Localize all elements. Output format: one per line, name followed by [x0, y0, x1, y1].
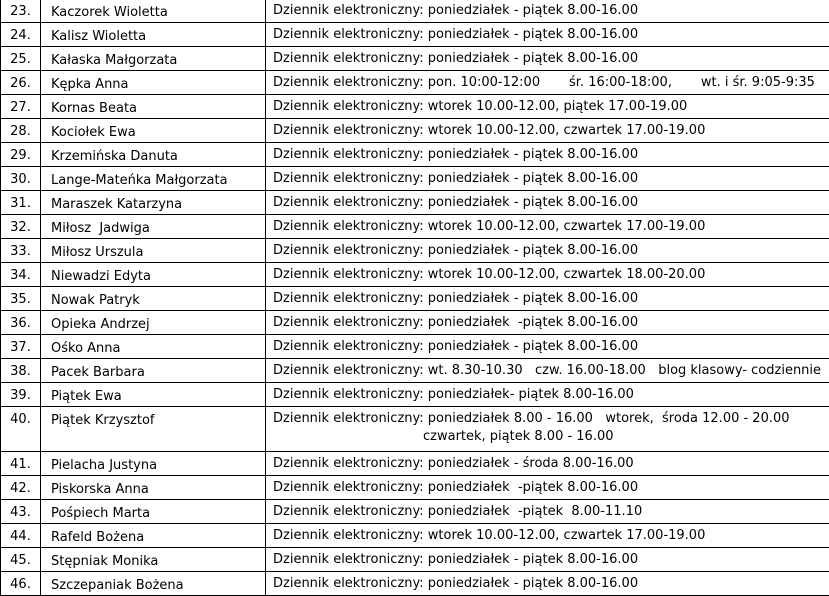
table-row — [1, 143, 829, 167]
teacher-name: Lange-Mateńka Małgorzata — [41, 167, 266, 191]
contact-hours — [266, 167, 829, 191]
row-number: 42. — [1, 476, 41, 500]
contact-hours — [266, 383, 829, 407]
table-row — [1, 335, 829, 359]
teacher-name: Miłosz Jadwiga — [41, 215, 266, 239]
teacher-name: Rafeld Bożena — [41, 524, 266, 548]
contact-hours — [266, 452, 829, 476]
table-row — [1, 239, 829, 263]
contact-hours-text: Dziennik elektroniczny: poniedziałek - piątek 8.00-16.00 — [273, 27, 638, 42]
contact-hours — [266, 71, 829, 95]
teacher-name: Szczepaniak Bożena — [41, 572, 266, 596]
table-row — [1, 572, 829, 596]
teacher-name: Kępka Anna — [41, 71, 266, 95]
row-number: 37. — [1, 335, 41, 359]
teacher-name: Stępniak Monika — [41, 548, 266, 572]
row-number: 43. — [1, 500, 41, 524]
teacher-name: Kaczorek Wioletta — [41, 0, 266, 23]
teacher-name: Kornas Beata — [41, 95, 266, 119]
table-body — [1, 0, 829, 596]
contact-hours — [266, 23, 829, 47]
contact-hours-text: Dziennik elektroniczny: poniedziałek - środa 8.00-16.00 — [273, 456, 634, 471]
row-number: 25. — [1, 47, 41, 71]
row-number: 26. — [1, 71, 41, 95]
contact-hours-text: Dziennik elektroniczny: poniedziałek - piątek 8.00-16.00 — [273, 291, 638, 306]
contact-hours-text: Dziennik elektroniczny: wtorek 10.00-12.00, czwartek 17.00-19.00 — [273, 219, 705, 234]
contact-hours — [266, 143, 829, 167]
teacher-name: Opieka Andrzej — [41, 311, 266, 335]
contact-hours — [266, 572, 829, 596]
teacher-name: Pacek Barbara — [41, 359, 266, 383]
teacher-name: Niewadzi Edyta — [41, 263, 266, 287]
table-row — [1, 95, 829, 119]
contact-hours-text: Dziennik elektroniczny: poniedziałek - piątek 8.00-16.00 — [273, 552, 638, 567]
contact-hours-text: Dziennik elektroniczny: poniedziałek -piątek 8.00-16.00 — [273, 480, 638, 495]
contact-hours-text: Dziennik elektroniczny: poniedziałek- piątek 8.00-16.00 — [273, 387, 634, 402]
teacher-name: Pielacha Justyna — [41, 452, 266, 476]
table-row — [1, 23, 829, 47]
table-row — [1, 548, 829, 572]
row-number: 44. — [1, 524, 41, 548]
table-row — [1, 215, 829, 239]
row-number: 33. — [1, 239, 41, 263]
table-row — [1, 359, 829, 383]
teacher-name: Nowak Patryk — [41, 287, 266, 311]
row-number: 36. — [1, 311, 41, 335]
contact-hours-text: Dziennik elektroniczny: poniedziałek - piątek 8.00-16.00 — [273, 171, 638, 186]
row-number: 46. — [1, 572, 41, 596]
contact-hours-text: Dziennik elektroniczny: poniedziałek - piątek 8.00-16.00 — [273, 339, 638, 354]
teacher-name: Piątek Krzysztof — [41, 407, 266, 452]
teacher-name: Piskorska Anna — [41, 476, 266, 500]
teacher-name: Maraszek Katarzyna — [41, 191, 266, 215]
contact-hours-text-line2: czwartek, piątek 8.00 - 16.00 — [273, 428, 829, 446]
contact-hours — [266, 239, 829, 263]
table-row — [1, 191, 829, 215]
contact-hours — [266, 119, 829, 143]
row-number: 24. — [1, 23, 41, 47]
teacher-name: Piątek Ewa — [41, 383, 266, 407]
teacher-name: Miłosz Urszula — [41, 239, 266, 263]
row-number: 34. — [1, 263, 41, 287]
row-number: 39. — [1, 383, 41, 407]
table-row — [1, 476, 829, 500]
teacher-name: Kałaska Małgorzata — [41, 47, 266, 71]
teacher-name: Ośko Anna — [41, 335, 266, 359]
contact-hours — [266, 548, 829, 572]
contact-hours — [266, 476, 829, 500]
contact-hours-text: Dziennik elektroniczny: wtorek 10.00-12.00, piątek 17.00-19.00 — [273, 99, 687, 114]
contact-hours — [266, 359, 829, 383]
contact-hours — [266, 95, 829, 119]
contact-hours — [266, 47, 829, 71]
teacher-name: Krzemińska Danuta — [41, 143, 266, 167]
contact-hours — [266, 500, 829, 524]
teacher-name: Kalisz Wioletta — [41, 23, 266, 47]
contact-hours-text: Dziennik elektroniczny: poniedziałek -piątek 8.00-16.00 — [273, 315, 638, 330]
table-row — [1, 452, 829, 476]
row-number: 28. — [1, 119, 41, 143]
contact-hours-text: Dziennik elektroniczny: poniedziałek - piątek 8.00-16.00 — [273, 243, 638, 258]
row-number: 23. — [1, 0, 41, 23]
contact-hours — [266, 335, 829, 359]
contact-hours — [266, 0, 829, 23]
row-number: 38. — [1, 359, 41, 383]
table-row — [1, 263, 829, 287]
contact-hours — [266, 215, 829, 239]
table-row — [1, 311, 829, 335]
table-row — [1, 287, 829, 311]
contact-hours — [266, 524, 829, 548]
table-row — [1, 167, 829, 191]
contact-hours — [266, 407, 829, 452]
contact-hours-text: Dziennik elektroniczny: poniedziałek - piątek 8.00-16.00 — [273, 195, 638, 210]
teacher-name: Pośpiech Marta — [41, 500, 266, 524]
table-row — [1, 500, 829, 524]
table-row — [1, 119, 829, 143]
row-number: 40. — [1, 407, 41, 452]
teacher-name: Kociołek Ewa — [41, 119, 266, 143]
contact-hours-text: Dziennik elektroniczny: poniedziałek - piątek 8.00-16.00 — [273, 51, 638, 66]
contact-hours-text: Dziennik elektroniczny: poniedziałek - piątek 8.00-16.00 — [273, 147, 638, 162]
table-row — [1, 407, 829, 452]
contact-hours-text: Dziennik elektroniczny: wt. 8.30-10.30 czw. 16.00-18.00 blog klasowy- codziennie — [273, 363, 821, 378]
contact-hours-text: Dziennik elektroniczny: poniedziałek - piątek 8.00-16.00 — [273, 576, 638, 591]
row-number: 30. — [1, 167, 41, 191]
contact-hours-text: Dziennik elektroniczny: wtorek 10.00-12.00, czwartek 18.00-20.00 — [273, 267, 705, 282]
table-row — [1, 71, 829, 95]
row-number: 32. — [1, 215, 41, 239]
contact-hours — [266, 311, 829, 335]
contact-hours — [266, 191, 829, 215]
contact-hours-text: Dziennik elektroniczny: poniedziałek 8.00 - 16.00 wtorek, środa 12.00 - 20.00 — [273, 411, 790, 426]
contact-hours-text: Dziennik elektroniczny: pon. 10:00-12:00 śr. 16:00-18:00, wt. i śr. 9:05-9:35 — [273, 75, 815, 90]
table-row — [1, 0, 829, 23]
contact-hours-text: Dziennik elektroniczny: wtorek 10.00-12.00, czwartek 17.00-19.00 — [273, 528, 705, 543]
table-row — [1, 383, 829, 407]
table-row — [1, 47, 829, 71]
row-number: 29. — [1, 143, 41, 167]
contact-hours-text: Dziennik elektroniczny: wtorek 10.00-12.00, czwartek 17.00-19.00 — [273, 123, 705, 138]
contact-hours — [266, 287, 829, 311]
row-number: 41. — [1, 452, 41, 476]
contact-hours — [266, 263, 829, 287]
row-number: 27. — [1, 95, 41, 119]
row-number: 35. — [1, 287, 41, 311]
row-number: 31. — [1, 191, 41, 215]
table-row — [1, 524, 829, 548]
contact-hours-text: Dziennik elektroniczny: poniedziałek - piątek 8.00-16.00 — [273, 3, 638, 18]
contact-hours-text: Dziennik elektroniczny: poniedziałek -piątek 8.00-11.10 — [273, 504, 642, 519]
row-number: 45. — [1, 548, 41, 572]
